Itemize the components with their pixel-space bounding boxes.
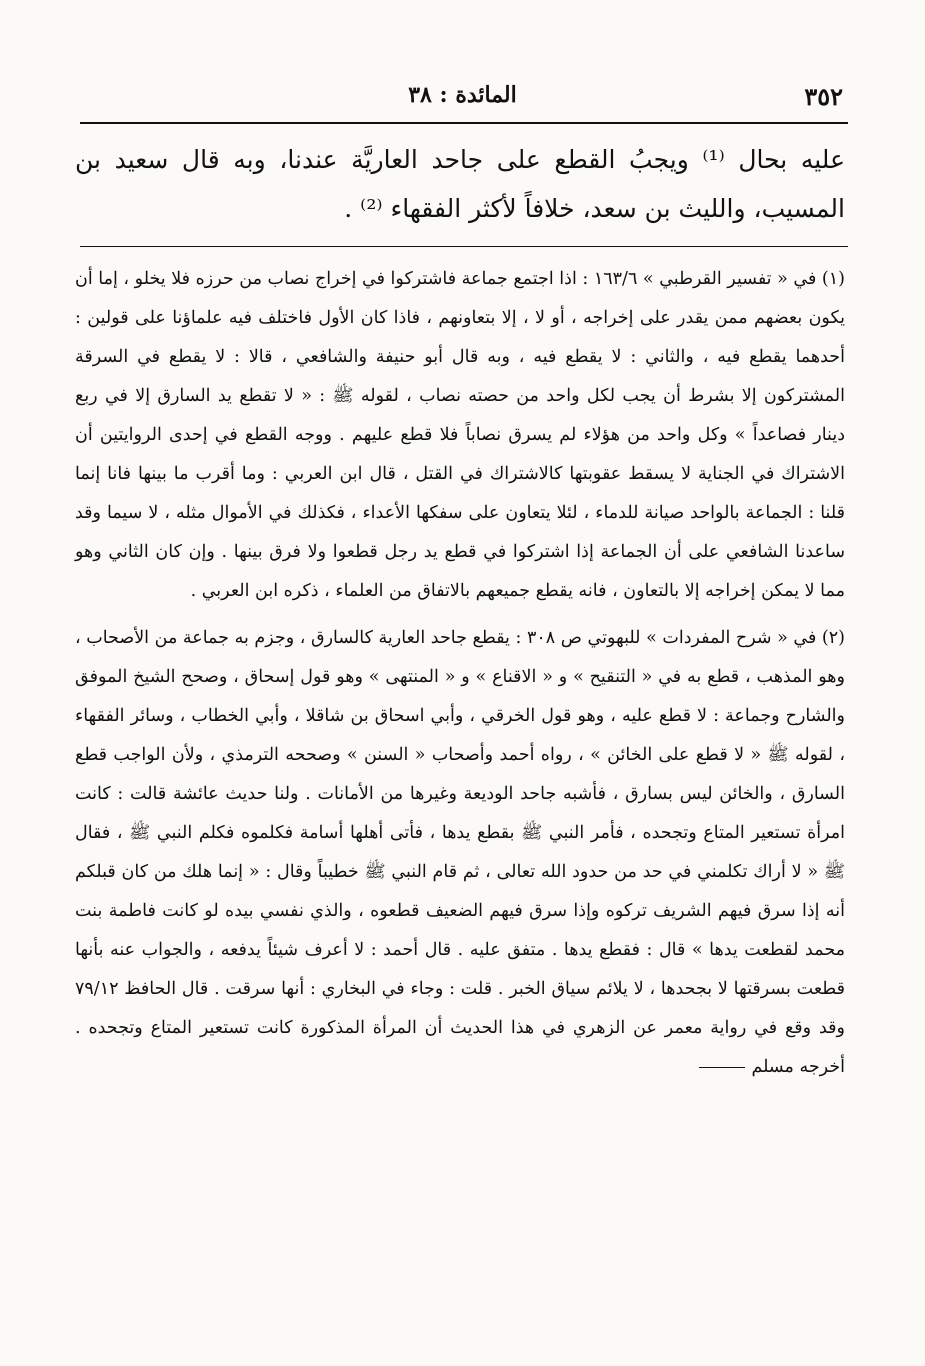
footnote-1: (١) في « تفسير القرطبي » ١٦٣/٦ : اذا اجتمع جماعة فاشتركوا في إخراج نصاب من حرزه فلا يخلو ، إما أن يكون بعضهم ممن يقدر على إخراجه ، أو لا ، إلا بتعاونهم ، فاذا كان الأول فاختلف فيه علماؤنا على قولين : أحدهما يقطع فيه ، والثاني : لا يقطع فيه ، وبه قال أبو حنيفة والشافعي ، قالا : لا يقطع في السرقة المشتركون إلا بشرط أن يجب لكل واحد من حصته نصاب ، لقوله ﷺ : « لا تقطع يد السارق إلا في ربع دينار فصاعداً » وكل واحد من هؤلاء لم يسرق نصاباً فلا قطع عليهم . ووجه القطع في إحدى الروايتين أن الاشتراك في الجناية لا يسقط عقوبتها كالاشتراك في القتل ، قال ابن العربي : وما أقرب ما بينها فانا إنما قلنا : الجماعة بالواحد صيانة للدماء ، لئلا يتعاون على سفكها الأعداء ، فكذلك في الأموال مثله ، لا سيما وقد ساعدنا الشافعي على أن الجماعة إذا اشتركوا في قطع يد رجل قطعوا ولا فرق بينها . وإن كان الثاني وهو مما لا يمكن إخراجه إلا بالتعاون ، فانه يقطع جميعهم بالاتفاق من العلماء ، ذكره ابن العربي . [75,269,845,601]
page-header [0,76,925,116]
header-rule [80,122,848,124]
footnote-2 [75,619,845,1087]
continuation-dash [699,1067,745,1068]
page-number: ٣٥٢ [804,82,843,111]
running-title: المائدة : ٣٨ [408,82,517,108]
footnote-2-text: (٢) في « شرح المفردات » للبهوتي ص ٣٠٨ : يقطع جاحد العارية كالسارق ، وجزم به جماعة من الأصحاب ، وهو المذهب ، قطع به في « التنقيح » و « الاقناع » و « المنتهى » وهو قول إسحاق ، وصحح الشيخ الموفق والشارح وجماعة : لا قطع عليه ، وهو قول الخرقي ، وأبي اسحاق بن شاقلا ، وأبي الخطاب ، وسائر الفقهاء ، لقوله ﷺ « لا قطع على الخائن » ، رواه أحمد وأصحاب « السنن » وصححه الترمذي ، ولأن الواجب قطع السارق ، والخائن ليس بسارق ، فأشبه جاحد الوديعة وغيرها من الأمانات . ولنا حديث عائشة قالت : كانت امرأة تستعير المتاع وتجحده ، فأمر النبي ﷺ بقطع يدها ، فأتى أهلها أسامة فكلموه فكلم النبي ﷺ ، فقال ﷺ « لا أراك تكلمني في حد من حدود الله تعالى ، ثم قام النبي ﷺ خطيباً وقال : « إنما هلك من كان قبلكم أنه إذا سرق فيهم الشريف تركوه وإذا سرق فيهم الضعيف قطعوه ، والذي نفسي بيده لو كانت فاطمة بنت محمد لقطعت يدها » قال : فقطع يدها . متفق عليه . قال أحمد : لا أعرف شيئاً يدفعه ، والجواب عنه بأنها قطعت بسرقتها لا بجحدها ، لا يلائم سياق الخبر . قلت : وجاء في البخاري : أنها سرقت . قال الحافظ ٧٩/١٢ وقد وقع في رواية معمر عن الزهري في هذا الحديث أن المرأة المذكورة كانت تستعير المتاع وتجحده . أخرجه مسلم [75,628,845,1077]
main-text-block [75,135,845,233]
footnotes [75,260,845,1087]
footnote-separator [80,246,848,247]
main-paragraph: عليه بحال ⁽¹⁾ ويجبُ القطع على جاحد العاريَّة عندنا، وبه قال سعيد بن المسيب، والليث بن سعد، خلافاً لأكثر الفقهاء ⁽²⁾ . [75,145,845,223]
